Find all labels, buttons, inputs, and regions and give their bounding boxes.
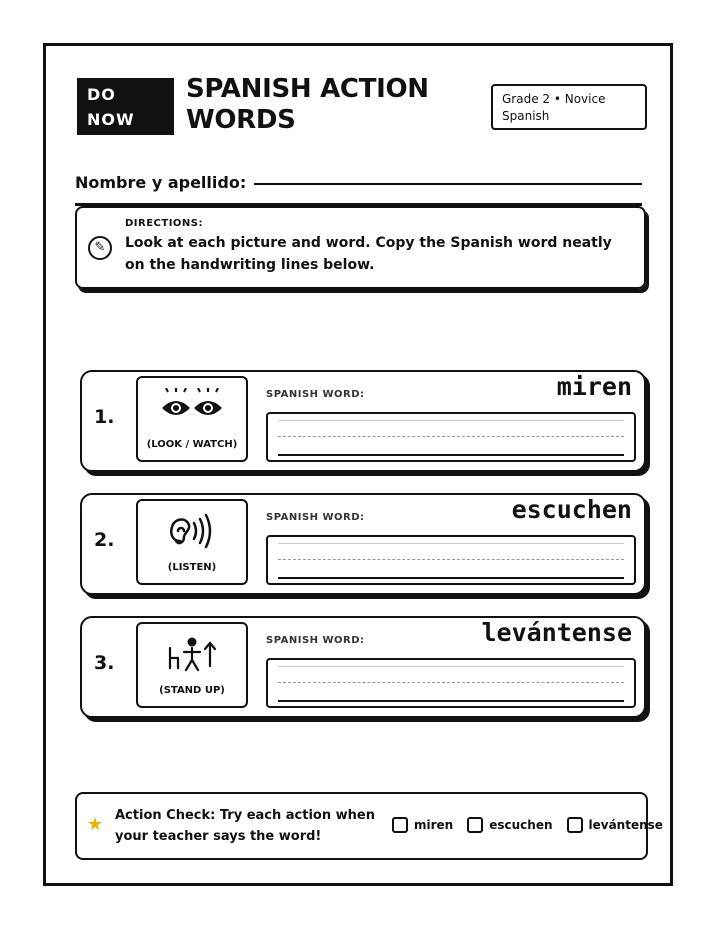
action-check-options [392,817,677,833]
checkbox[interactable] [467,817,483,833]
action-check-text: Action Check: Try each action when your teacher says the word! [115,808,375,844]
picture-box [136,376,248,462]
badge-line-1: DO [87,85,116,104]
item-number: 2. [94,529,115,551]
spanish-word-label: SPANISH WORD: [266,635,365,646]
checkbox-label: levántense [588,818,663,832]
handwriting-lines[interactable] [266,535,636,585]
spanish-word-label: SPANISH WORD: [266,389,365,400]
checkbox-option[interactable] [392,817,453,833]
item-number: 1. [94,406,115,428]
badge-line-2: NOW [87,110,135,129]
action-word-card [80,493,646,595]
spanish-word: levántense [481,618,632,647]
picture-caption: (STAND UP) [159,685,225,696]
grade-line-2: Spanish [502,109,550,123]
do-now-badge [77,78,174,135]
spanish-word: escuchen [511,495,632,524]
action-check-box [75,792,663,860]
handwriting-lines[interactable] [266,412,636,462]
picture-box [136,499,248,585]
ear-icon [154,511,230,551]
directions-text: Look at each picture and word. Copy the Spanish word neatly on the handwriting lines below. [125,235,612,273]
checkbox-option[interactable] [467,817,552,833]
picture-caption: (LOOK / WATCH) [146,439,238,450]
checkbox-label: miren [414,818,454,832]
item-number: 3. [94,652,115,674]
picture-box [136,622,248,708]
name-label: Nombre y apellido: [75,173,247,192]
worksheet-page [43,43,673,886]
action-word-card [80,370,646,472]
name-row [75,166,642,192]
checkbox[interactable] [392,817,408,833]
pencil-icon: ✎ [88,236,112,260]
picture-caption: (LISTEN) [167,562,217,573]
action-word-card [80,616,646,718]
spanish-word: miren [556,372,632,401]
directions-heading: DIRECTIONS: [125,218,204,229]
handwriting-lines[interactable] [266,658,636,708]
checkbox-label: escuchen [489,818,553,832]
grade-level-box [491,84,647,130]
checkbox-option[interactable] [567,817,663,833]
page-title [186,74,429,136]
stand-up-icon [154,634,230,674]
directions-box [75,206,646,289]
checkbox[interactable] [567,817,583,833]
spanish-word-label: SPANISH WORD: [266,512,365,523]
title-line-1: SPANISH ACTION [186,74,429,104]
title-line-2: WORDS [186,105,296,135]
grade-line-1: Grade 2 • Novice [502,92,606,106]
name-field[interactable] [254,183,642,185]
star-icon: ★ [87,814,104,835]
eyes-icon [154,388,230,428]
